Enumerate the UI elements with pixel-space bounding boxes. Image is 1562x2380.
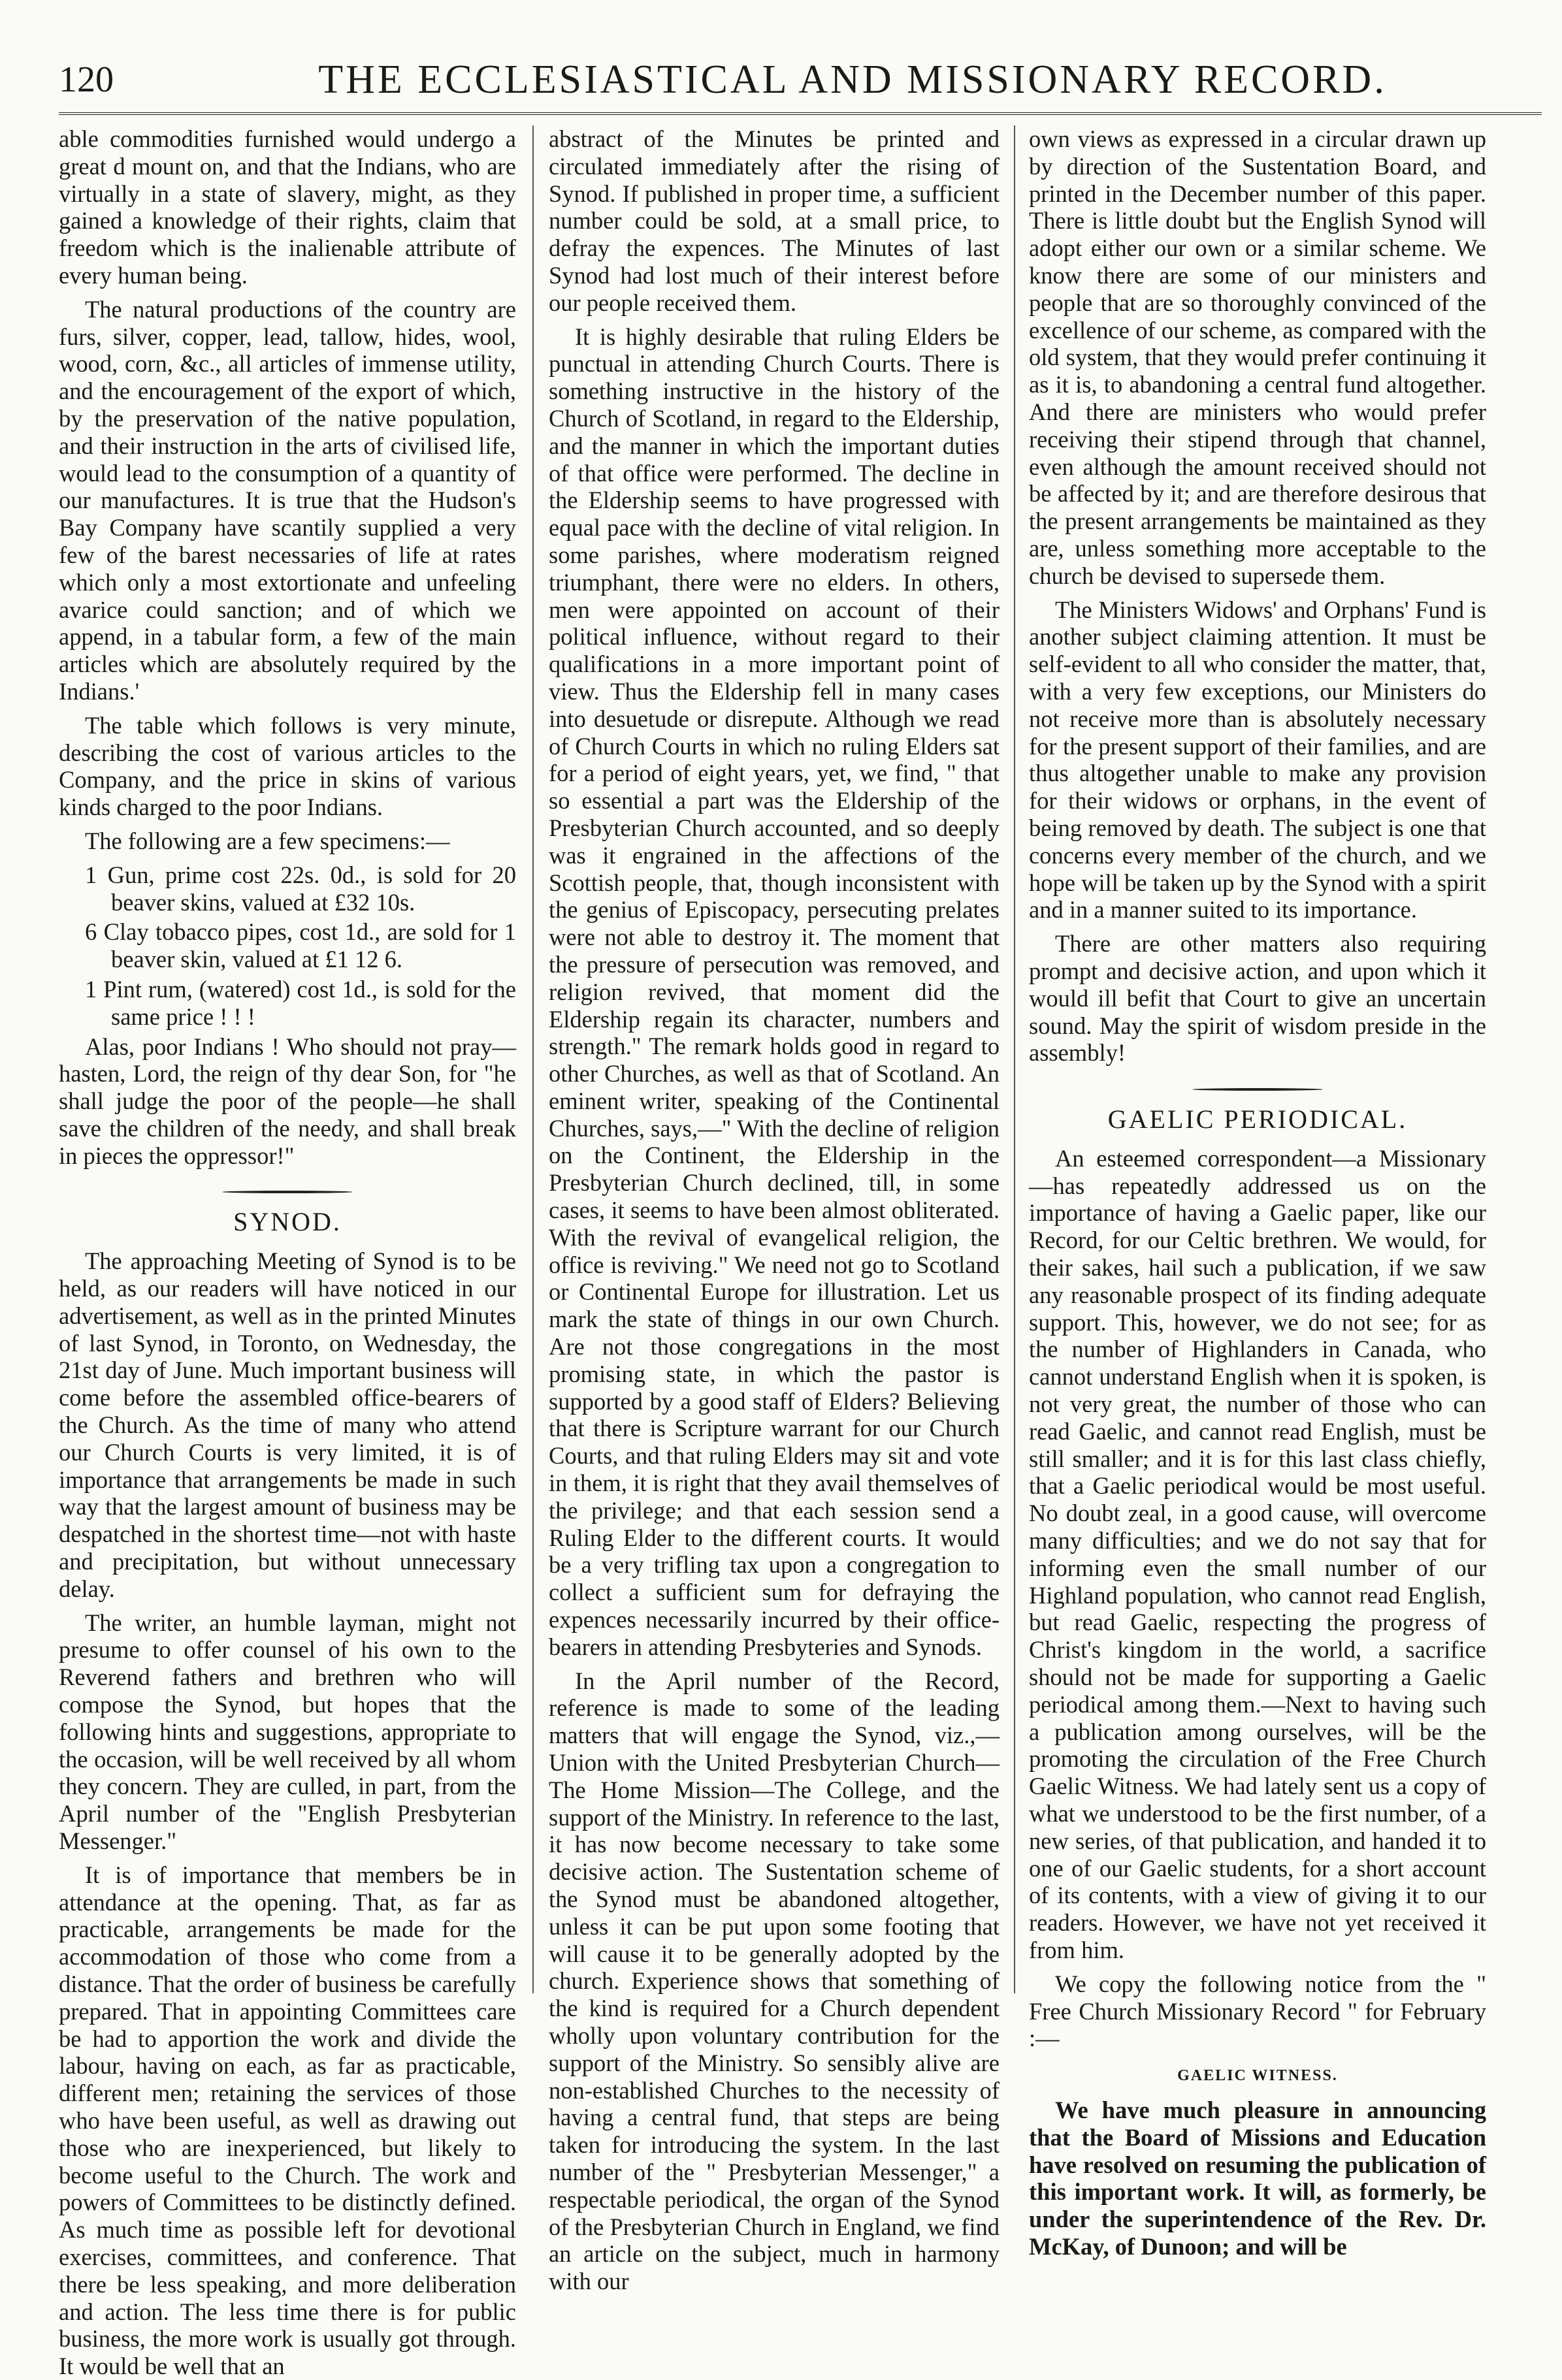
running-title: THE ECCLESIASTICAL AND MISSIONARY RECORD. bbox=[318, 57, 1387, 102]
paragraph: It is of importance that members be in attendance at the opening. That, as far as practicable, arrangements be made for the accommodation of those who come from a distance. That the order of business be carefully prepared. That in appointing Committees care be had to apportion the work and divide the labour, having on each, as far as practicable, different men; retaining the services of those who have been useful, as well as drawing out those who are inexperienced, but likely to become useful to the Church. The work and powers of Committees to be distinctly defined. As much time as possible left for devotional exercises, committees, and conference. That there be less speaking, and more deliberation and action. The less time there is for public business, the more work is usually got through. It would be well that an bbox=[59, 1861, 516, 2380]
column-divider bbox=[532, 125, 534, 1993]
paragraph: Alas, poor Indians ! Who should not pray—hasten, Lord, the reign of thy dear Son, for "he shall judge the poor of the people—he shall save the children of the needy, and shall break in pieces the oppressor!" bbox=[59, 1033, 516, 1169]
paragraph: We have much pleasure in announcing that the Board of Missions and Education have resolved on resuming the publication of this important work. It will, as formerly, be under the superintendence of the Rev. Dr. McKay, of Dunoon; and will be bbox=[1029, 2096, 1486, 2260]
page-header bbox=[59, 47, 1542, 115]
paragraph: An esteemed correspondent—a Missionary—has repeatedly addressed us on the importance of having a Gaelic paper, like our Record, for our Celtic brethren. We would, for their sakes, hail such a publication, if we saw any reasonable prospect of its finding adequate support. This, however, we do not see; for as the number of Highlanders in Canada, who cannot understand English when it is spoken, is not very great, the number of those who can read Gaelic, and cannot read English, must be still smaller; and it is for this last class chiefly, that a Gaelic periodical would be most useful. No doubt zeal, in a good cause, will overcome many difficulties; and we do not say that for informing even the small number of our Highland population, who cannot read English, but read Gaelic, respecting the progress of Christ's kingdom in the world, a sacrifice should not be made for supporting a Gaelic periodical among them.—Next to having such a publication among ourselves, will be the promoting the circulation of the Free Church Gaelic Witness. We had lately sent us a copy of what we understood to be the first number, of a new series, of that publication, and handed it to one of our Gaelic students, for a short account of its contents, with a view of giving it to our readers. However, we have not yet received it from him. bbox=[1029, 1144, 1486, 1963]
paragraph: It is highly desirable that ruling Elders be punctual in attending Church Courts. There is something instructive in the history of the Church of Scotland, in regard to the Eldership, and the manner in which the important duties of that office were performed. The decline in the Eldership seems to have progressed with equal pace with the decline of vital religion. In some parishes, where moderatism reigned triumphant, there were no elders. In others, men were appointed on account of their political influence, without regard to their qualifications in a more important point of view. Thus the Eldership fell in many cases into desuetude or disrepute. Although we read of Church Courts in which no ruling Elders sat for a period of eight years, yet, we find, " that so essential a part was the Eldership of the Presbyterian Church accounted, and so deeply was it engrained in the affections of the Scottish people, that, though inconsistent with the genius of Episcopacy, persecuting prelates were not able to destroy it. The moment that the pressure of persecution was removed, and religion revived, that moment did the Eldership regain its character, numbers and strength." The remark holds good in regard to other Churches, as well as that of Scotland. An eminent writer, speaking of the Continental Churches, says,—" With the decline of religion on the Continent, the Eldership in the Presbyterian Church declined, till, in some cases, it seems to have been almost obliterated. With the revival of evangelical religion, the office is reviving." We need not go to Scotland or Continental Europe for illustration. Let us mark the state of things in our own Church. Are not those congregations in the most promising state, in which the pastor is supported by a good staff of Elders? Believing that there is Scripture warrant for our Church Courts, and that ruling Elders may sit and vote in them, it is right that they avail themselves of the privilege; and that each session send a Ruling Elder to the different courts. It would be a very trifling tax upon a congregation to collect a sufficient sum for defraying the expences necessarily incurred by their office-bearers in attending Presbyteries and Synods. bbox=[549, 323, 1000, 1660]
column-middle bbox=[549, 125, 1000, 2295]
section-heading-synod: SYNOD. bbox=[233, 1207, 342, 1237]
paragraph: The Ministers Widows' and Orphans' Fund is another subject claiming attention. It must be self-evident to all who consider the matter, that, with a very few exceptions, our Ministers do not receive more than is absolutely necessary for the present support of their families, and are thus altogether unable to make any provision for their widows or orphans, in the event of being removed by death. The subject is one that concerns every member of the church, and we hope will be taken up by the Synod with a spirit and in a manner suited to its importance. bbox=[1029, 596, 1486, 924]
paragraph: The following are a few specimens:— bbox=[85, 827, 450, 854]
paragraph: own views as expressed in a circular drawn up by direction of the Sustentation Board, and printed in the December number of this paper. There is little doubt but the English Synod will adopt either our own or a similar scheme. We know there are some of our ministers and people that are so thoroughly convinced of the excellence of our scheme, as compared with the old system, that they would prefer continuing it as it is, to abandoning a central fund altogether. And there are ministers who would prefer receiving their stipend through that channel, even although the amount received should not be affected by it; and are therefore desirous that the present arrangements be maintained as they are, unless something more acceptable to the church be devised to supersede them. bbox=[1029, 125, 1486, 589]
subheading-gaelic-witness: GAELIC WITNESS. bbox=[1177, 2067, 1338, 2085]
price-list-item: 6 Clay tobacco pipes, cost 1d., are sold for 1 beaver skin, valued at £1 12 6. bbox=[85, 918, 516, 973]
page-number: 120 bbox=[59, 59, 114, 100]
section-heading-gaelic-periodical: GAELIC PERIODICAL. bbox=[1107, 1104, 1408, 1134]
paragraph: The writer, an humble layman, might not presume to offer counsel of his own to the Reverend fathers and brethren who will compose the Synod, but hopes that the following hints and suggestions, appropriate to the occasion, will be well received by all whom they concern. They are culled, in part, from the April number of the "English Presbyterian Messenger." bbox=[59, 1609, 516, 1855]
column-left bbox=[59, 125, 516, 2380]
paragraph: The table which follows is very minute, describing the cost of various articles to the Company, and the price in skins of various kinds charged to the poor Indians. bbox=[59, 711, 516, 821]
section-ornament bbox=[1192, 1086, 1323, 1093]
price-list-item: 1 Pint rum, (watered) cost 1d., is sold for the same price ! ! ! bbox=[85, 975, 516, 1030]
paragraph: able commodities furnished would undergo a great d mount on, and that the Indians, who are virtually in a state of slavery, might, as they gained a knowledge of their rights, claim that freedom which is the inalienable attribute of every human being. bbox=[59, 125, 516, 289]
paragraph: There are other matters also requiring prompt and decisive action, and upon which it would ill befit that Court to give an uncertain sound. May the spirit of wisdom preside in the assembly! bbox=[1029, 930, 1486, 1067]
column-right bbox=[1029, 125, 1486, 2260]
paragraph: The approaching Meeting of Synod is to be held, as our readers will have noticed in our advertisement, as well as in the printed Minutes of last Synod, in Toronto, on Wednesday, the 21st day of June. Much important business will come before the assembled office-bearers of the Church. As the time of many who attend our Church Courts is very limited, it is of importance that arrangements be made in such way that the largest amount of business may be despatched in the shortest time—not with haste and precipitation, but without unnecessary delay. bbox=[59, 1247, 516, 1602]
column-divider bbox=[1014, 125, 1015, 1993]
paragraph: We copy the following notice from the " Free Church Missionary Record " for February :— bbox=[1029, 1970, 1486, 2052]
paragraph: abstract of the Minutes be printed and circulated immediately after the rising of Synod. If published in proper time, a sufficient number could be sold, at a small price, to defray the expences. The Minutes of last Synod had lost much of their interest before our people received them. bbox=[549, 125, 1000, 316]
section-ornament bbox=[222, 1189, 353, 1195]
price-list-item: 1 Gun, prime cost 22s. 0d., is sold for 20 beaver skins, valued at £32 10s. bbox=[85, 861, 516, 916]
paragraph: The natural productions of the country are furs, silver, copper, lead, tallow, hides, wool, wood, corn, &c., all articles of immense utility, and the encouragement of the export of which, by the preservation of the native population, and their instruction in the arts of civilised life, would lead to the consumption of a quantity of our manufactures. It is true that the Hudson's Bay Company have scantily supplied a very few of the barest necessaries of life at rates which only a most extortionate and unfeeling avarice could sanction; and of which we append, in a tabular form, a few of the main articles which are absolutely required by the Indians.' bbox=[59, 295, 516, 705]
paragraph: In the April number of the Record, reference is made to some of the leading matters that will engage the Synod, viz.,—Union with the United Presbyterian Church—The Home Mission—The College, and the support of the Ministry. In reference to the last, it has now become necessary to take some decisive action. The Sustentation scheme of the Synod must be abandoned altogether, unless it can be put upon some footing that will cause it to be generally adopted by the church. Experience shows that something of the kind is required for a Church dependent wholly upon voluntary contribution for the support of the Ministry. So sensibly alive are non-established Churches to the necessity of having a central fund, that steps are being taken for introducing the system. In the last number of the " Presbyterian Messenger," a respectable periodical, the organ of the Synod of the Presbyterian Church in England, we find an article on the subject, much in harmony with our bbox=[549, 1667, 1000, 2295]
